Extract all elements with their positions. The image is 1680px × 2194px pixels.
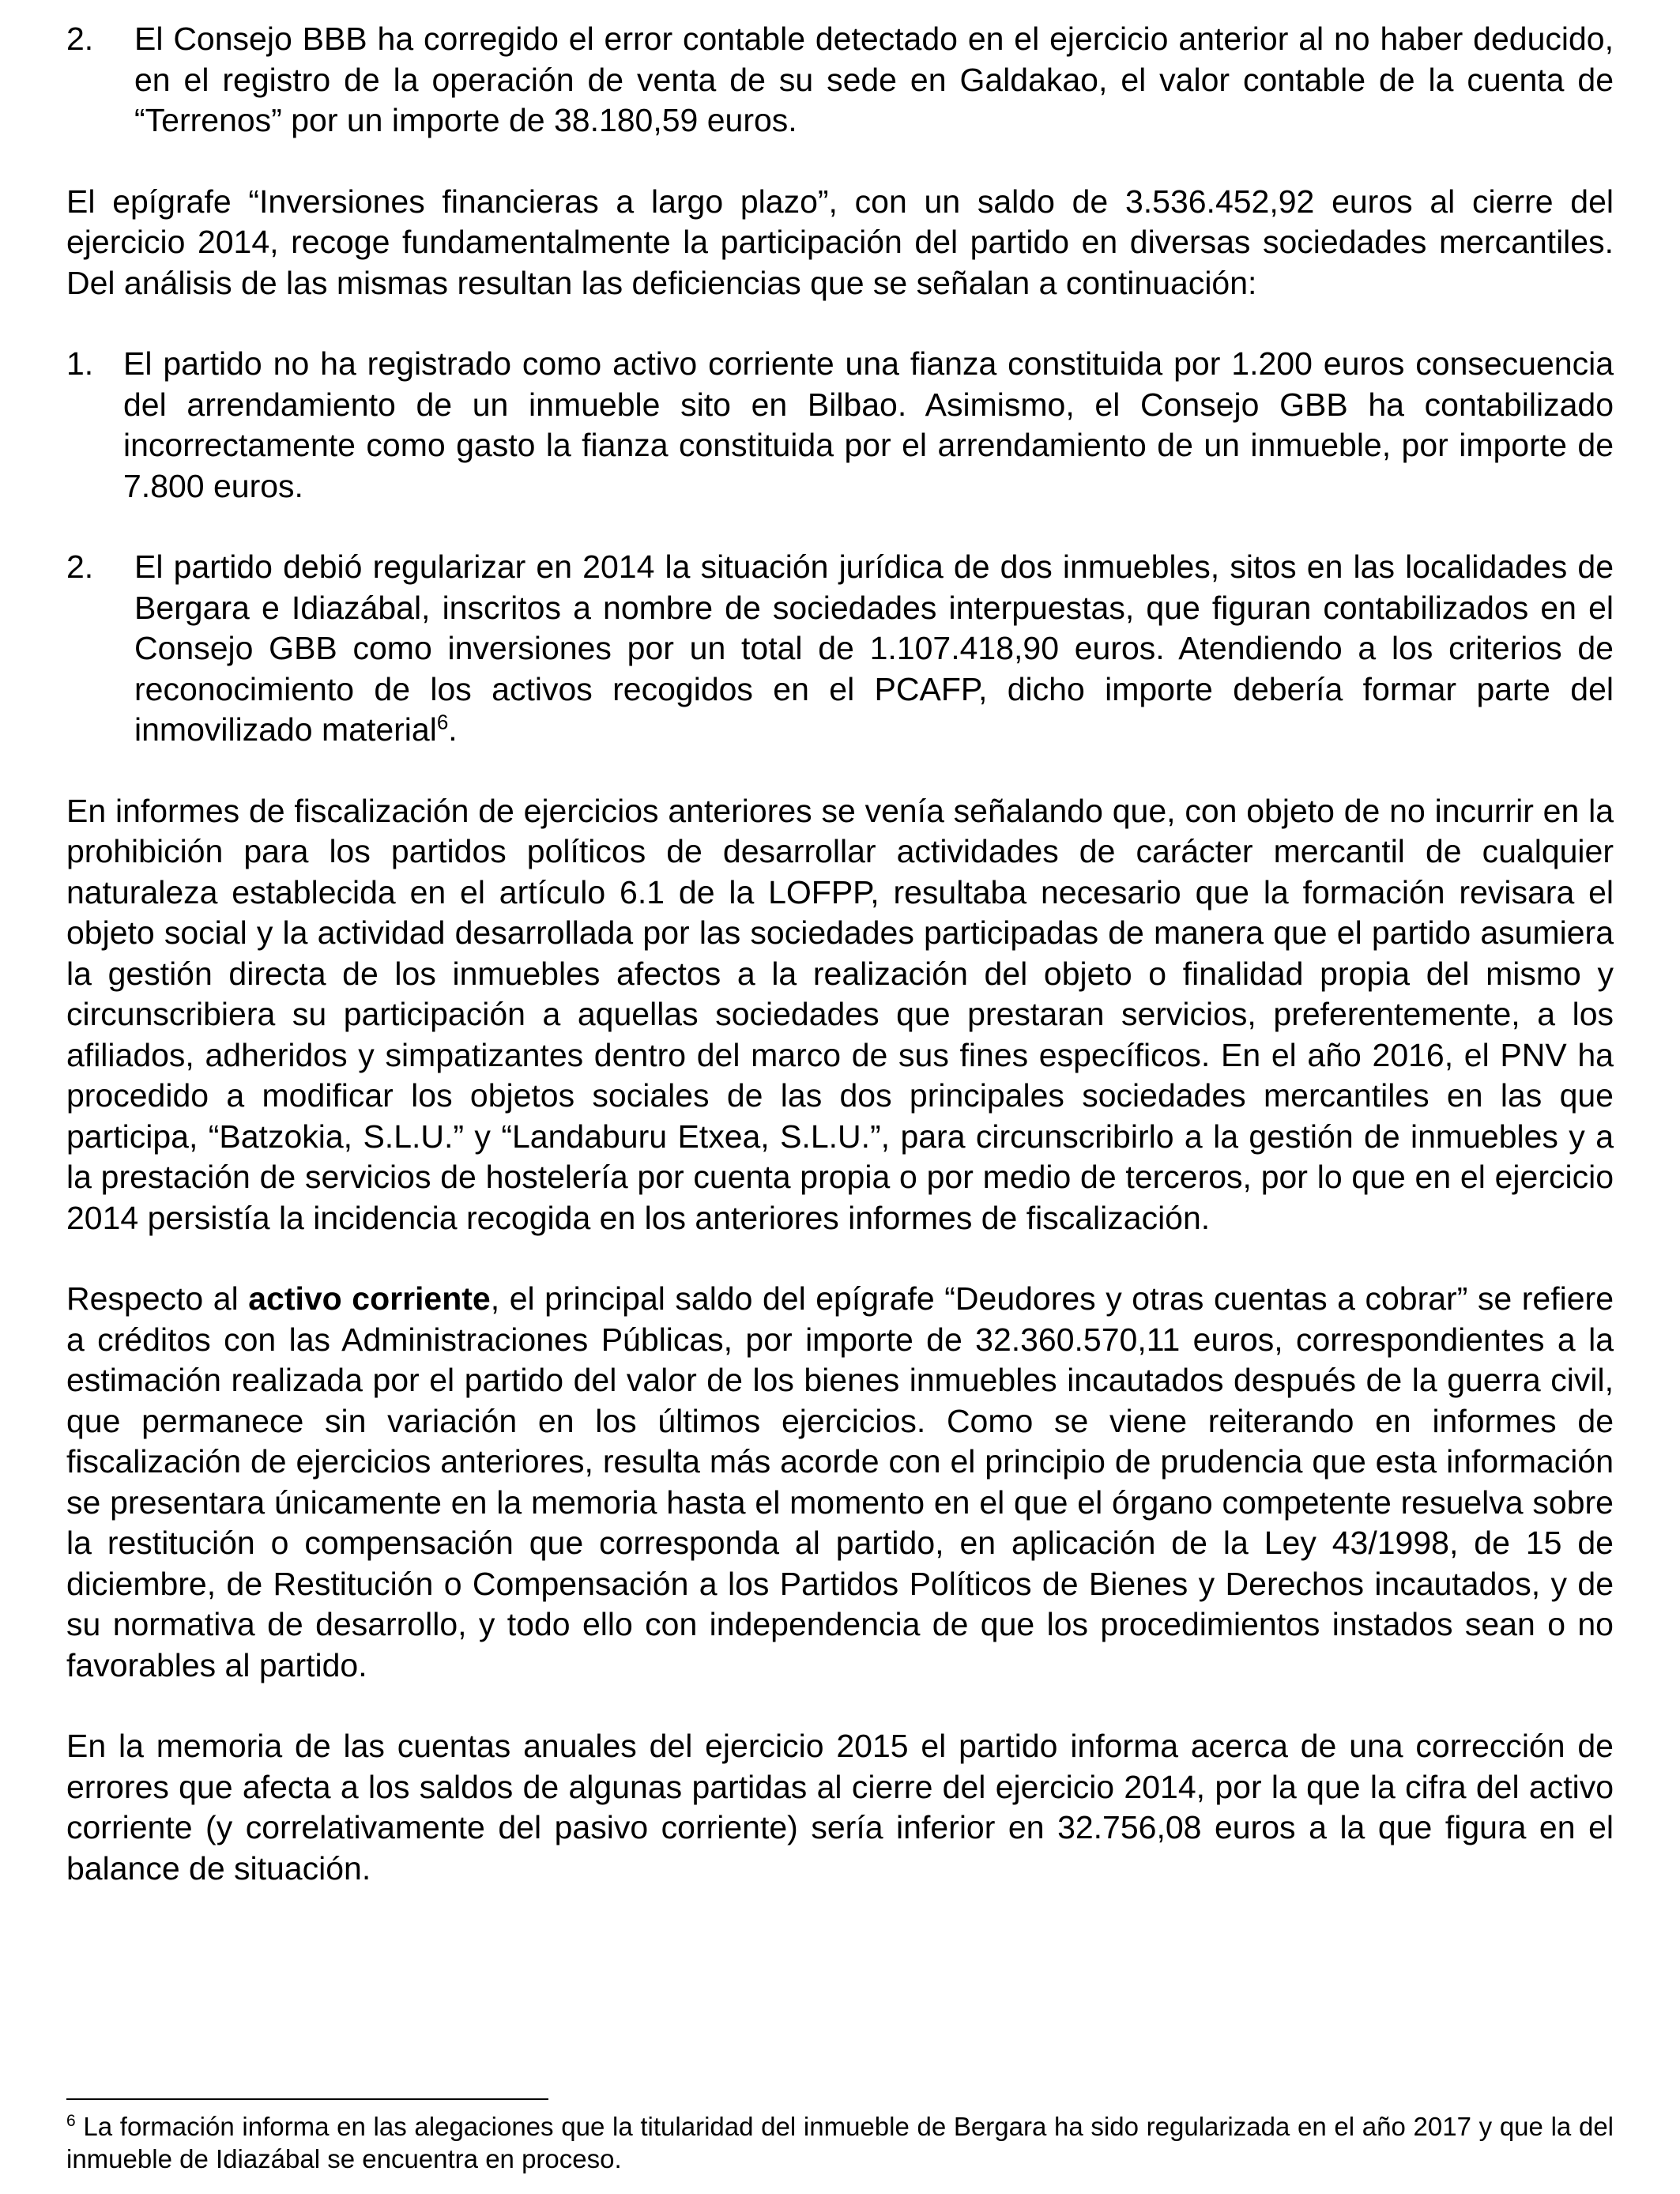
paragraph-rest: , el principal saldo del epígrafe “Deudores y otras cuentas a cobrar” se refiere a créditos con las Administraciones Públicas, por importe de 32.360.570,11 euros, correspondientes a la estimación realizada por el partido del valor de los bienes inmuebles incautados después de la guerra civil, que permanece sin variación en los últimos ejercicios. Como se viene reiterando en informes de fiscalización de ejercicios anteriores, resulta más acorde con el principio de prudencia que esta información se presentara únicamente en la memoria hasta el momento en el que el órgano competente resuelva sobre la restitución o compensación que corresponda al partido, en aplicación de la Ley 43/1998, de 15 de diciembre, de Restitución o Compensación a los Partidos Políticos de Bienes y Derechos incautados, y de su normativa de desarrollo, y todo ello con independencia de que los procedimientos instados sean o no favorables al partido. xyxy=(66,1280,1614,1683)
footnote-marker: 6 xyxy=(66,2112,76,2130)
list-item-1 xyxy=(66,344,1614,507)
paragraph-inversiones: El epígrafe “Inversiones financieras a largo plazo”, con un saldo de 3.536.452,92 euros al cierre del ejercicio 2014, recoge fundamentalmente la participación del partido en diversas sociedades mercantiles. Del análisis de las mismas resultan las deficiencias que se señalan a continuación: xyxy=(66,183,1614,301)
footnote-text: La formación informa en las alegaciones que la titularidad del inmueble de Bergara ha sido regularizada en el año 2017 y que la del inmueble de Idiazábal se encuentra en proceso. xyxy=(66,2112,1614,2173)
paragraph-informes: En informes de fiscalización de ejercicios anteriores se venía señalando que, con objeto de no incurrir en la prohibición para los partidos políticos de desarrollar actividades de carácter mercantil de cualquier naturaleza establecida en el artículo 6.1 de la LOFPP, resultaba necesario que la formación revisara el objeto social y la actividad desarrollada por las sociedades participadas de manera que el partido asumiera la gestión directa de los inmuebles afectos a la realización del objeto o finalidad propia del mismo y circunscribiera su participación a aquellas sociedades que prestaran servicios, preferentemente, a los afiliados, adheridos y simpatizantes dentro del marco de sus fines específicos. En el año 2016, el PNV ha procedido a modificar los objetos sociales de las dos principales sociedades mercantiles en las que participa, “Batzokia, S.L.U.” y “Landaburu Etxea, S.L.U.”, para circunscribirlo a la gestión de inmuebles y a la prestación de servicios de hostelería por cuenta propia o por medio de terceros, por lo que en el ejercicio 2014 persistía la incidencia recogida en los anteriores informes de fiscalización. xyxy=(66,792,1614,1236)
list-text: El partido no ha registrado como activo corriente una fianza constituida por 1.200 euros consecuencia del arrendamiento de un inmueble sito en Bilbao. Asimismo, el Consejo GBB ha contabilizado incorrectamente como gasto la fianza constituida por el arrendamiento de un inmueble, por importe de 7.800 euros. xyxy=(123,345,1614,504)
paragraph-activo-corriente xyxy=(66,1279,1614,1686)
bold-term: activo corriente xyxy=(248,1280,491,1317)
list-text: El Consejo BBB ha corregido el error contable detectado en el ejercicio anterior al no haber deducido, en el registro de la operación de venta de su sede en Galdakao, el valor contable de la cuenta de “Terrenos” por un importe de 38.180,59 euros. xyxy=(134,21,1614,138)
list-text-container xyxy=(134,547,1614,751)
list-number: 2. xyxy=(66,21,94,57)
paragraph-lead: Respecto al xyxy=(66,1280,249,1317)
footnote-reference: 6 xyxy=(436,710,449,734)
list-text-end: . xyxy=(448,711,458,748)
list-text: El partido debió regularizar en 2014 la situación jurídica de dos inmuebles, sitos en las localidades de Bergara e Idiazábal, inscritos a nombre de sociedades interpuestas, que figuran contabilizados en el Consejo GBB como inversiones por un total de 1.107.418,90 euros. Atendiendo a los criterios de reconocimiento de los activos recogidos en el PCAFP, dicho importe debería formar parte del inmovilizado material xyxy=(134,548,1614,748)
document-body xyxy=(66,19,1614,1889)
list-item-2 xyxy=(66,547,1614,751)
list-item-prev-2 xyxy=(66,19,1614,141)
paragraph-memoria: En la memoria de las cuentas anuales del ejercicio 2015 el partido informa acerca de una corrección de errores que afecta a los saldos de algunas partidas al cierre del ejercicio 2014, por la que la cifra del activo corriente (y correlativamente del pasivo corriente) sería inferior en 32.756,08 euros a la que figura en el balance de situación. xyxy=(66,1728,1614,1887)
list-number: 1. xyxy=(66,345,94,382)
footnote-separator xyxy=(66,2098,548,2100)
footnote xyxy=(66,2110,1614,2175)
list-number: 2. xyxy=(66,548,94,585)
